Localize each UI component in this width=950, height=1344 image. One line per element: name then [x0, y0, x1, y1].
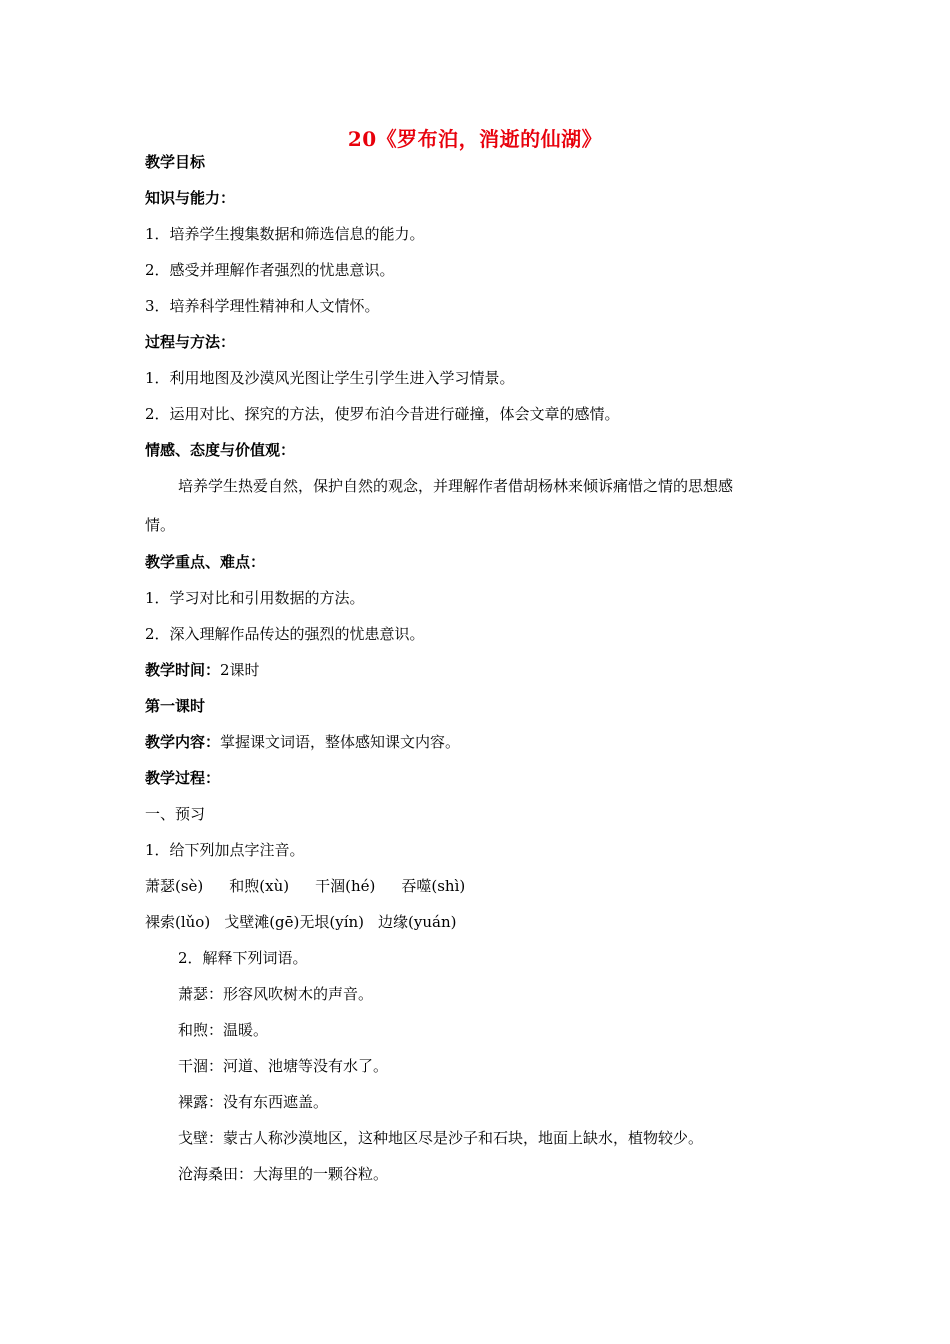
key-point-item: 2．深入理解作品传达的强烈的忧患意识。: [145, 625, 425, 643]
knowledge-item: 2．感受并理解作者强烈的忧患意识。: [145, 261, 395, 279]
pinyin-entry: 裸索(lǔo): [145, 913, 211, 931]
definition-item: 戈壁：蒙古人称沙漠地区，这种地区尽是沙子和石块，地面上缺水，植物较少。: [178, 1129, 704, 1147]
subheading-emotion: 情感、态度与价值观：: [145, 441, 296, 459]
definition-item: 沧海桑田：大海里的一颗谷粒。: [178, 1165, 389, 1183]
procedure-heading: 教学过程：: [145, 769, 221, 787]
pinyin-entry: 萧瑟(sè): [145, 877, 204, 895]
pinyin-entry: 吞噬(shì): [401, 877, 466, 895]
definition-item: 干涸：河道、池塘等没有水了。: [178, 1057, 389, 1075]
pinyin-entry: 边缘(yuán): [378, 913, 457, 931]
pinyin-task: 1．给下列加点字注音。: [145, 841, 305, 859]
definition-item: 萧瑟：形容风吹树木的声音。: [178, 985, 374, 1003]
emotion-line: 情。: [145, 516, 176, 534]
explain-task: 2．解释下列词语。: [178, 949, 308, 967]
definition-item: 裸露：没有东西遮盖。: [178, 1093, 329, 1111]
subheading-process: 过程与方法：: [145, 333, 236, 351]
section-heading-teaching-goals: 教学目标: [145, 153, 206, 171]
pinyin-entry: 干涸(hé): [315, 877, 376, 895]
knowledge-item: 1．培养学生搜集数据和筛选信息的能力。: [145, 225, 425, 243]
teaching-time: [145, 659, 260, 681]
definition-item: 和煦：温暖。: [178, 1021, 269, 1039]
pinyin-row: [145, 875, 465, 897]
subheading-knowledge: 知识与能力：: [145, 189, 236, 207]
teaching-content-label: 教学内容：: [145, 733, 221, 751]
pinyin-row: [145, 911, 456, 933]
pinyin-entry: 和煦(xù): [229, 877, 290, 895]
teaching-content-value: 掌握课文词语，整体感知课文内容。: [220, 733, 461, 751]
preview-heading: 一、预习: [145, 805, 206, 823]
document-title: 20《罗布泊，消逝的仙湖》: [347, 127, 603, 151]
teaching-time-label: 教学时间：: [145, 661, 221, 679]
subheading-key-points: 教学重点、难点：: [145, 553, 266, 571]
teaching-content: [145, 731, 460, 753]
process-item: 2．运用对比、探究的方法，使罗布泊今昔进行碰撞，体会文章的感情。: [145, 405, 620, 423]
knowledge-item: 3．培养科学理性精神和人文情怀。: [145, 297, 380, 315]
emotion-line: 培养学生热爱自然，保护自然的观念，并理解作者借胡杨林来倾诉痛惜之情的思想感: [178, 477, 734, 495]
teaching-time-value: 2课时: [220, 661, 260, 679]
key-point-item: 1．学习对比和引用数据的方法。: [145, 589, 365, 607]
emotion-paragraph: [145, 475, 810, 536]
lesson-heading: 第一课时: [145, 697, 206, 715]
pinyin-entry: 戈壁滩(gē)无垠(yín): [224, 913, 365, 931]
process-item: 1．利用地图及沙漠风光图让学生引学生进入学习情景。: [145, 369, 515, 387]
